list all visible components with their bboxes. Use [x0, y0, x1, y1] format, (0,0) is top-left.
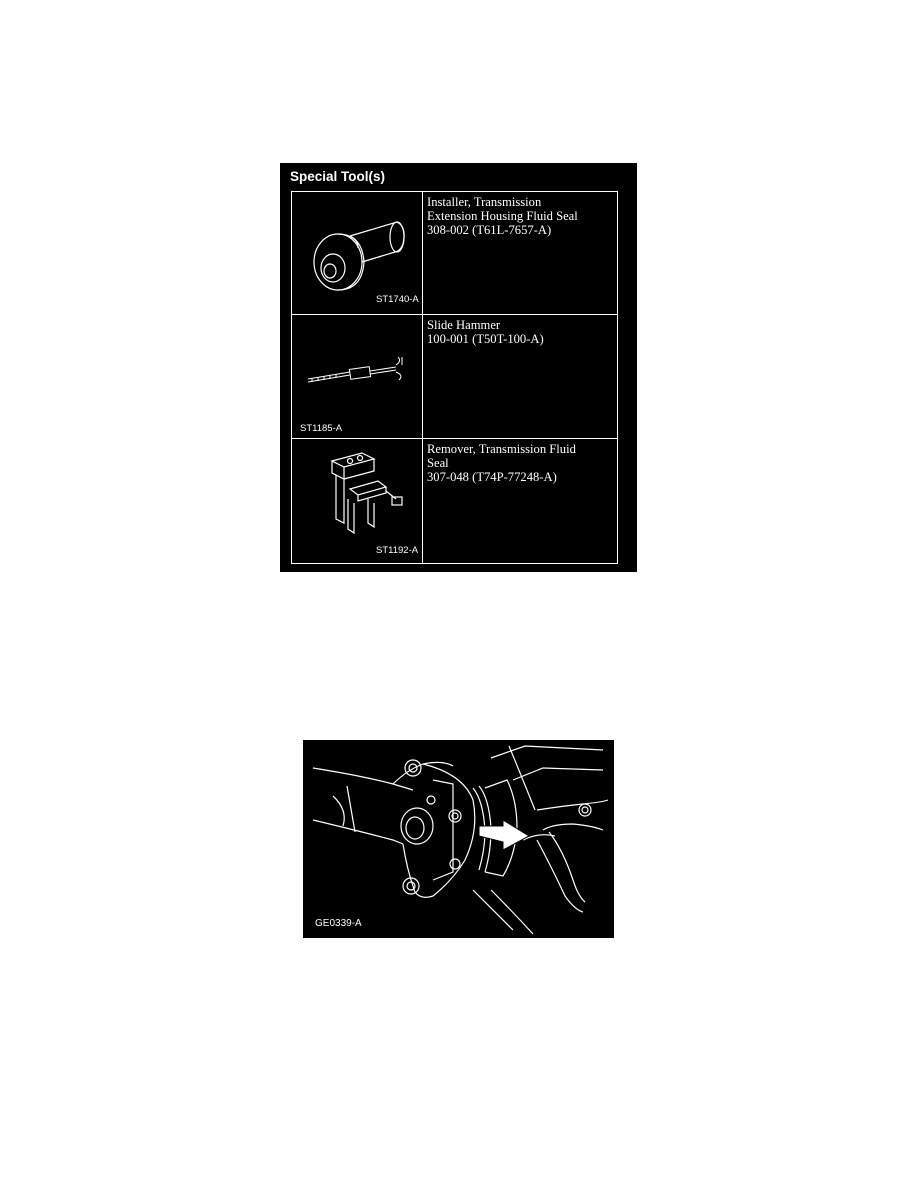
tool-description [423, 315, 618, 439]
tool-row-slide-hammer [292, 315, 618, 439]
tool-row-seal-remover [292, 439, 618, 564]
tool-image-cell [292, 315, 423, 439]
tool-description [423, 192, 618, 315]
driveshaft-yoke-illustration [303, 740, 614, 938]
tool-description-line: 307-048 (T74P-77248-A) [427, 470, 557, 484]
driveshaft-figure-panel [303, 740, 614, 938]
tool-code-label: ST1185-A [300, 423, 343, 434]
tool-code-label: ST1740-A [376, 294, 419, 305]
tool-description-line: Seal [427, 456, 449, 470]
tool-code-label: ST1192-A [376, 545, 419, 556]
tool-image-cell [292, 439, 423, 564]
special-tools-title: Special Tool(s) [290, 169, 386, 184]
special-tools-panel [280, 163, 637, 572]
tool-description-line: Remover, Transmission Fluid [427, 442, 576, 456]
tool-description-line: 308-002 (T61L-7657-A) [427, 223, 552, 237]
slide-hammer-illustration [292, 315, 422, 439]
tool-description-line: Slide Hammer [427, 318, 501, 332]
special-tools-table [291, 191, 618, 564]
tool-image-cell [292, 192, 423, 315]
arrow-indicator-icon [479, 820, 529, 850]
tool-description [423, 439, 618, 564]
tool-description-line: 100-001 (T50T-100-A) [427, 332, 544, 346]
tool-description-line: Installer, Transmission [427, 195, 542, 209]
tool-description-line: Extension Housing Fluid Seal [427, 209, 578, 223]
tool-row-installer [292, 192, 618, 315]
figure-code-label: GE0339-A [315, 918, 362, 929]
